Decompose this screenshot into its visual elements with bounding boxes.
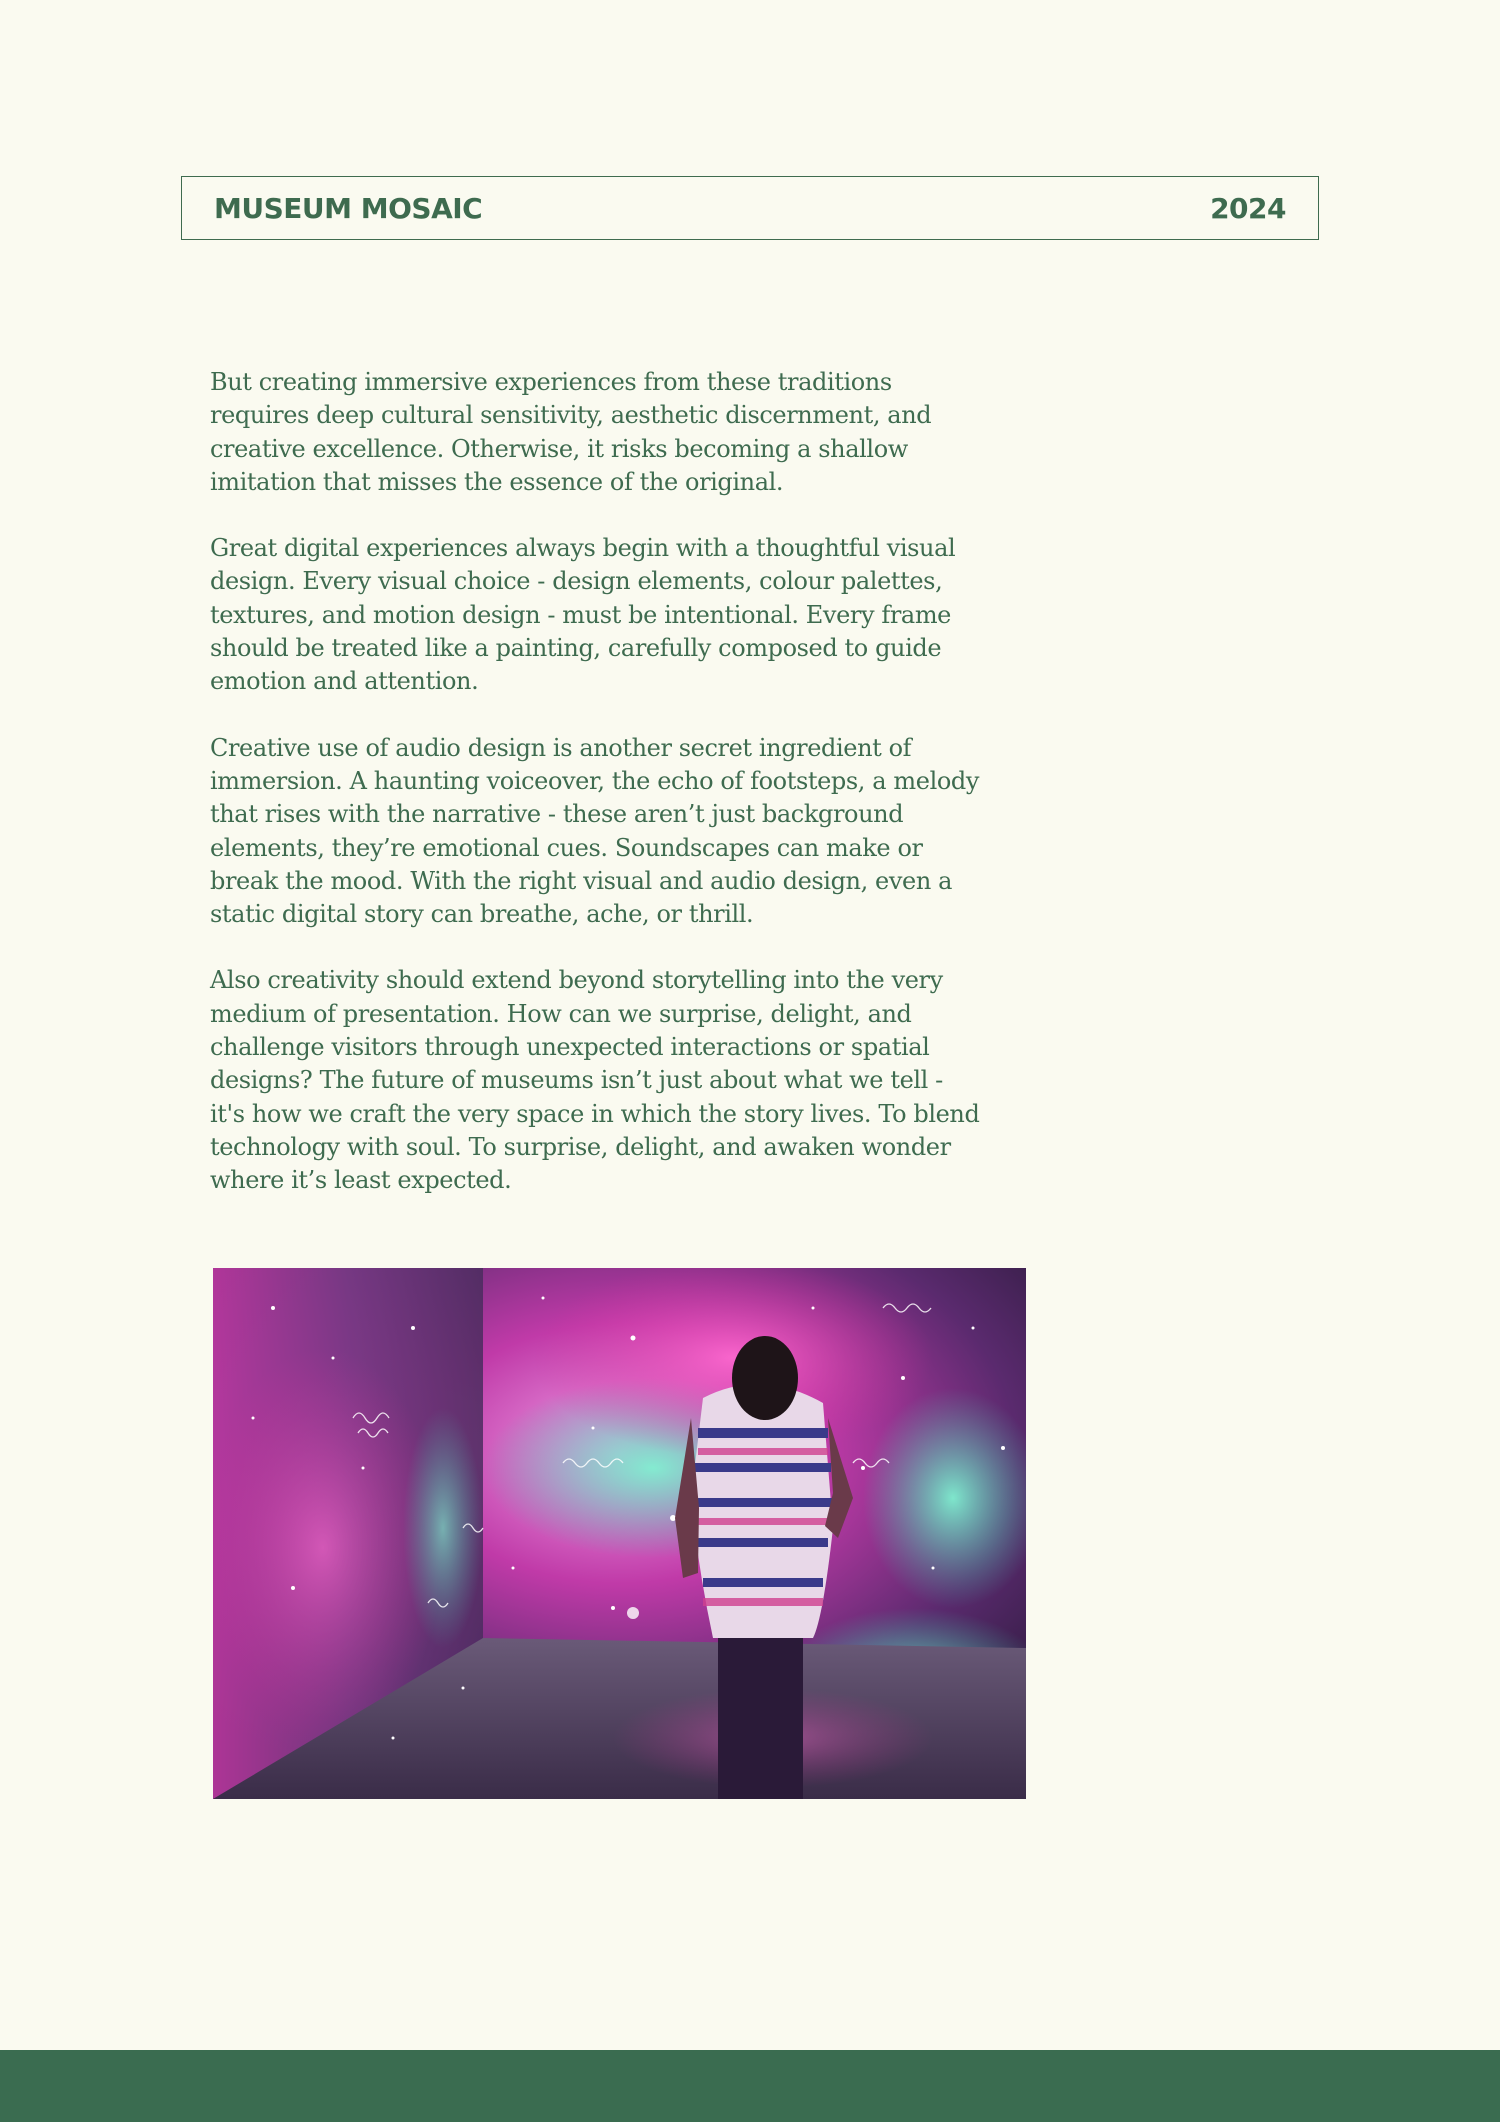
header-box — [181, 176, 1319, 240]
publication-title: MUSEUM MOSAIC — [214, 191, 483, 225]
paragraph: Creative use of audio design is another secret ingredient of immersion. A haunting voiceover, the echo of footsteps, a melody that rises with the narrative - these aren’t just background elements, they’re emotional cues. Soundscapes can make or break the mood. With the right visual and audio design, even a static digital story can breathe, ache, or thrill. — [210, 733, 980, 929]
paragraph: Great digital experiences always begin with a thoughtful visual design. Every visual choice - design elements, colour palettes, textures, and motion design - must be intentional. Every frame should be treated like a painting, carefully composed to guide emotion and attention. — [210, 534, 956, 696]
article-body — [210, 366, 1070, 1231]
immersive-gallery-photo — [213, 1268, 1026, 1799]
paragraph: But creating immersive experiences from these traditions requires deep cultural sensitivity, aesthetic discernment, and creative excellence. Otherwise, it risks becoming a shallow imitation that misses the essence of the original. — [210, 368, 932, 496]
paragraph: Also creativity should extend beyond storytelling into the very medium of presentation. How can we surprise, delight, and challenge visitors through unexpected interactions or spatial designs? The future of museums isn’t just about what we tell - it's how we craft the very space in which the story lives. To blend technology with soul. To surprise, delight, and awaken wonder where it’s least expected. — [210, 966, 980, 1195]
footer-band — [0, 2050, 1500, 2122]
publication-year: 2024 — [1210, 191, 1286, 225]
